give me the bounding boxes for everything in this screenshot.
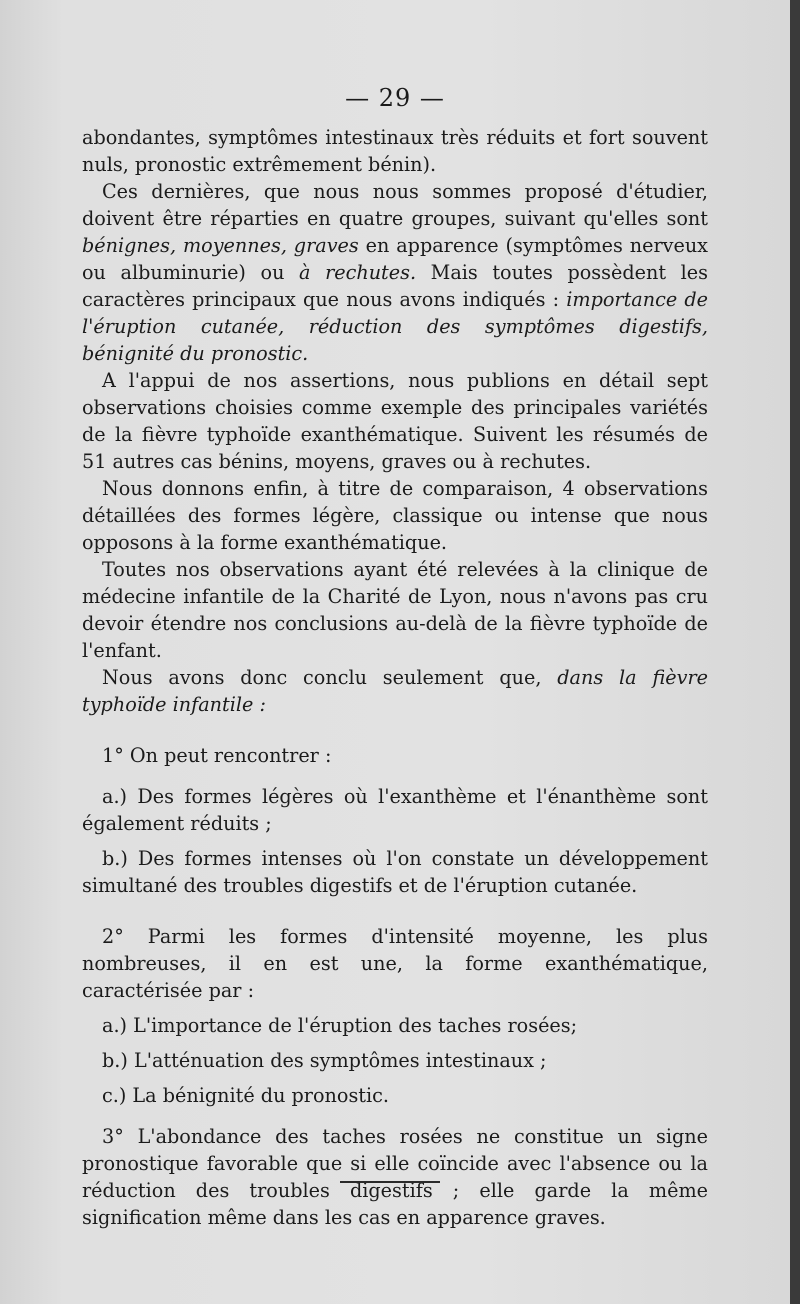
conclusion-2: 2° Parmi les formes d'intensité moyenne, les plus nombreuses, il en est une, la forme exanthématique, caractérisée par : [82,925,708,1002]
paragraph-groups [82,178,708,367]
text-run: Ces dernières, que nous nous sommes proposé d'étudier, doivent être réparties en quatre groupes, suivant qu'elles sont [82,180,708,230]
conclusion-1b: b.) Des formes intenses où l'on constate un développement simultané des troubles digestifs et de l'éruption cutanée. [82,847,708,897]
paragraph-clinic: Toutes nos observations ayant été relevées à la clinique de médecine infantile de la Charité de Lyon, nous n'avons pas cru devoir étendre nos conclusions au-delà de la fièvre typhoïde de l'enfant. [82,558,708,662]
conclusion-2c: c.) La bénignité du pronostic. [102,1084,389,1107]
page-number: — 29 — [345,84,445,112]
conclusion-1: 1° On peut rencontrer : [102,744,332,767]
conclusion-2a: a.) L'importance de l'éruption des taches rosées; [102,1014,578,1037]
paragraph-conclusion-intro [82,664,708,718]
text-run: Nous avons donc conclu seulement que, [102,666,558,689]
italic-run: dans la fièvre typhoïde infantile : [82,666,708,716]
page-edge-shadow [790,0,800,1304]
paragraph-continuation: abondantes, symptômes intestinaux très réduits et fort souvent nuls, pronostic extrêmement bénin). [82,126,708,176]
conclusion-2b: b.) L'atténuation des symptômes intestinaux ; [102,1049,547,1072]
text-run: Mais toutes possèdent les caractères principaux que nous avons indiqués : [82,261,708,311]
conclusion-1a: a.) Des formes légères où l'exanthème et l'énanthème sont également réduits ; [82,785,708,835]
italic-run: importance de l'éruption cutanée, réduction des symptômes digestifs, bénignité du pronostic. [82,288,708,365]
paragraph-comparison: Nous donnons enfin, à titre de comparaison, 4 observations détaillées des formes légère, classique ou intense que nous opposons à la forme exanthématique. [82,477,708,554]
italic-run: à rechutes. [299,261,417,284]
conclusion-3: 3° L'abondance des taches rosées ne constitue un signe pronostique favorable que si elle coïncide avec l'absence ou la réduction des troubles digestifs ; elle garde la même signification même dans les cas en apparence graves. [82,1125,708,1229]
body-text [82,124,708,1231]
paragraph-observations: A l'appui de nos assertions, nous publions en détail sept observations choisies comme exemple des principales variétés de la fièvre typhoïde exanthématique. Suivent les résumés de 51 autres cas bénins, moyens, graves ou à rechutes. [82,369,708,473]
italic-run: bénignes, moyennes, graves [82,234,359,257]
text-run: en apparence (symptômes nerveux ou albuminurie) ou [82,234,709,284]
closing-rule [340,1181,440,1183]
